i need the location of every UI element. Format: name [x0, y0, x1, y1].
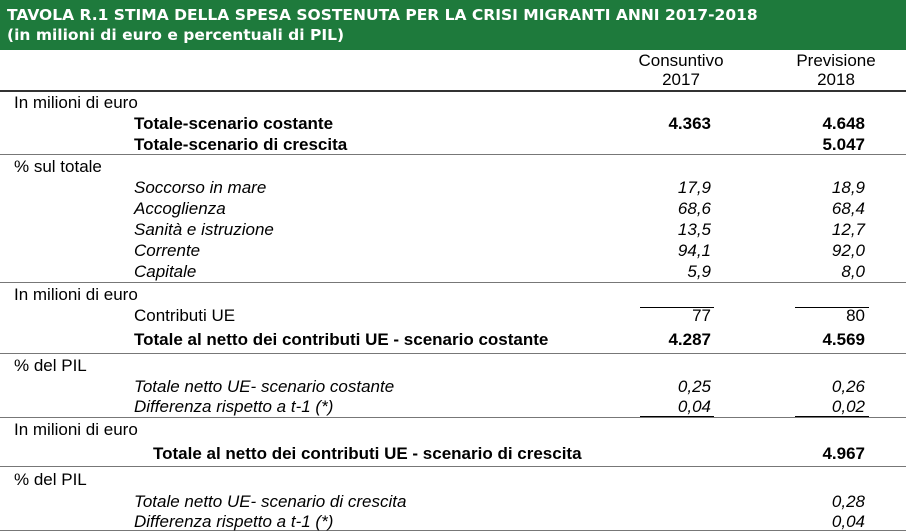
- value-2018: 0,02: [831, 397, 865, 416]
- row-label: Totale al netto dei contributi UE - scenario costante: [134, 330, 549, 349]
- column-header-label: Previsione: [796, 51, 876, 70]
- table-row: [0, 240, 906, 261]
- table-title-line2: (in milioni di euro e percentuali di PIL): [7, 26, 345, 44]
- table-title-line1: TAVOLA R.1 STIMA DELLA SPESA SOSTENUTA PER LA CRISI MIGRANTI ANNI 2017-2018: [7, 6, 758, 24]
- table-row: [0, 419, 906, 440]
- row-label: Totale netto UE- scenario costante: [134, 377, 395, 396]
- value-2018: 0,26: [831, 377, 865, 396]
- separator: [0, 466, 906, 467]
- section-label: % del PIL: [14, 356, 87, 375]
- value-2018: 4.967: [822, 444, 865, 463]
- table-title: [0, 0, 906, 50]
- table-row: [0, 198, 906, 219]
- value-2018: 5.047: [822, 135, 865, 154]
- row-label: Soccorso in mare: [134, 178, 267, 197]
- row-label: Capitale: [134, 262, 197, 281]
- value-2018: 0,04: [831, 512, 865, 531]
- column-header-year: 2018: [817, 70, 855, 89]
- row-label: Totale-scenario costante: [134, 114, 334, 133]
- row-label: Corrente: [134, 241, 201, 260]
- table-row: [0, 177, 906, 198]
- separator: [0, 417, 906, 418]
- table-row: [0, 305, 906, 326]
- value-2017: 4.363: [668, 114, 711, 133]
- table-row: [0, 443, 906, 464]
- value-2017: 4.287: [668, 330, 711, 349]
- table-row: [0, 284, 906, 305]
- table-row: [0, 396, 906, 417]
- value-2017: 17,9: [677, 178, 711, 197]
- value-2017: 77: [692, 306, 711, 325]
- value-2018: 92,0: [831, 241, 865, 260]
- table-row: [0, 92, 906, 113]
- value-2018: 4.648: [822, 114, 865, 133]
- section-label: In milioni di euro: [14, 93, 138, 112]
- column-header-year: 2017: [662, 70, 700, 89]
- row-label: Accoglienza: [134, 199, 226, 218]
- section-label: % sul totale: [14, 157, 102, 176]
- column-header-consuntivo: [621, 51, 741, 89]
- row-label: Totale-scenario di crescita: [134, 135, 348, 154]
- table-row: [0, 113, 906, 134]
- section-label: In milioni di euro: [14, 420, 138, 439]
- value-2017: 0,25: [677, 377, 711, 396]
- value-2018: 80: [846, 306, 865, 325]
- value-2018: 68,4: [831, 199, 865, 218]
- separator: [0, 282, 906, 283]
- value-2017: 13,5: [677, 220, 711, 239]
- value-2018: 8,0: [841, 262, 865, 281]
- table-row: [0, 511, 906, 532]
- table-row: [0, 355, 906, 376]
- table-row: [0, 261, 906, 282]
- table-row: [0, 469, 906, 490]
- table-row: [0, 156, 906, 177]
- value-2017: 94,1: [677, 241, 711, 260]
- row-label: Contributi UE: [134, 306, 236, 325]
- row-label: Totale netto UE- scenario di crescita: [134, 492, 407, 511]
- value-2018: 18,9: [831, 178, 865, 197]
- table-row: [0, 134, 906, 155]
- row-label: Sanità e istruzione: [134, 220, 274, 239]
- table-row: [0, 376, 906, 397]
- value-2017: 5,9: [687, 262, 711, 281]
- table-row: [0, 329, 906, 350]
- value-2018: 4.569: [822, 330, 865, 349]
- row-label: Differenza rispetto a t-1 (*): [134, 512, 334, 531]
- table-row: [0, 491, 906, 512]
- row-label: Differenza rispetto a t-1 (*): [134, 397, 334, 416]
- separator: [0, 353, 906, 354]
- section-label: % del PIL: [14, 470, 87, 489]
- value-2017: 0,04: [677, 397, 711, 416]
- section-label: In milioni di euro: [14, 285, 138, 304]
- value-2018: 0,28: [831, 492, 865, 511]
- row-label: Totale al netto dei contributi UE - scenario di crescita: [153, 444, 582, 463]
- value-2017: 68,6: [677, 199, 711, 218]
- value-2018: 12,7: [831, 220, 865, 239]
- column-header-label: Consuntivo: [638, 51, 724, 70]
- table-row: [0, 219, 906, 240]
- column-header-previsione: [776, 51, 896, 89]
